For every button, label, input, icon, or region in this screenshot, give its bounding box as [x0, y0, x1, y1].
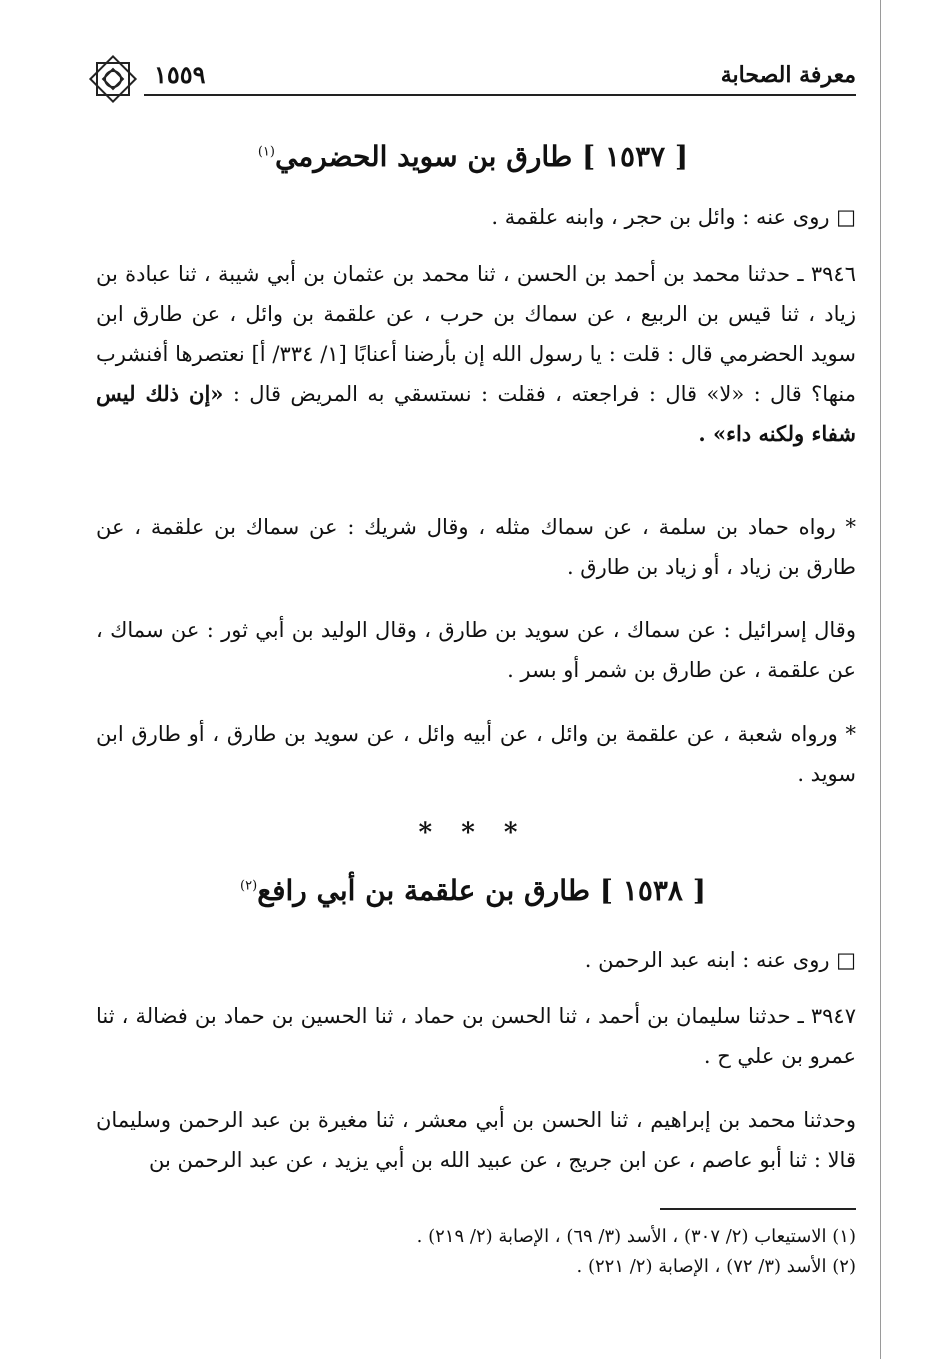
entry-heading-1537 [90, 140, 856, 173]
section-separator: * * * [418, 818, 528, 848]
page-header [88, 44, 856, 144]
hadith-text: ٣٩٤٦ ـ حدثنا محمد بن أحمد بن الحسن ، ثنا محمد بن عثمان بن أبي شيبة ، ثنا عبادة بن زياد ، ثنا قيس بن الربيع ، عن سماك بن حرب ، عن علقمة بن وائل ، عن طارق ابن سويد الحضرمي قال : قلت : يا رسول الله إن بأرضنا أعنابًا [١/ ٣٣٤/ أ] نعتصرها أفنشرب منها؟ قال : «لا» قال : فراجعته ، فقلت : نستسقي به المريض قال : [96, 262, 857, 406]
heading-text: [ ١٥٣٧ ] طارق بن سويد الحضرمي [274, 140, 689, 173]
hadith-3946 [96, 254, 856, 454]
heading-text: [ ١٥٣٨ ] طارق بن علقمة بن أبي رافع [257, 874, 706, 907]
hadith-3947: ٣٩٤٧ ـ حدثنا سليمان بن أحمد ، ثنا الحسن بن حماد ، ثنا الحسين بن حماد بن فضالة ، ثنا عمرو بن علي ح . [96, 1004, 856, 1068]
narrators-line: □ روى عنه : ابنه عبد الرحمن . [584, 948, 856, 972]
commentary-note: وقال إسرائيل : عن سماك ، عن سويد بن طارق ، وقال الوليد بن أبي ثور : عن سماك ، عن علقمة ، عن طارق بن شمر أو بسر . [96, 618, 856, 682]
footnote: (١) الاستيعاب (٢/ ٣٠٧) ، الأسد (٣/ ٦٩) ، الإصابة (٢/ ٢١٩) . [416, 1226, 856, 1247]
commentary-note: * ورواه شعبة ، عن علقمة بن وائل ، عن أبيه وائل ، عن سويد بن طارق ، أو طارق ابن سويد . [96, 722, 856, 786]
star-ornament-icon [84, 50, 142, 108]
page-number: ١٥٥٩ [154, 60, 206, 89]
footnote-ref: (١) [257, 144, 275, 160]
entry-heading-1538 [90, 874, 856, 907]
continuation-paragraph: وحدثنا محمد بن إبراهيم ، ثنا الحسن بن أبي معشر ، ثنا مغيرة بن عبد الرحمن وسليمان قالا : ثنا أبو عاصم ، عن ابن جريج ، عن عبيد الله بن أبي يزيد ، عن عبد الرحمن بن [96, 1108, 856, 1172]
running-title: معرفة الصحابة [720, 62, 856, 88]
commentary-note: * رواه حماد بن سلمة ، عن سماك مثله ، وقال شريك : عن سماك بن علقمة ، عن طارق بن زياد ، أو زياد بن طارق . [96, 515, 856, 579]
narrators-line: □ روى عنه : وائل بن حجر ، وابنه علقمة . [491, 205, 856, 229]
page-edge-line [880, 0, 881, 1359]
footnote-ref: (٢) [240, 878, 258, 894]
prophetic-quote: «إن ذلك ليس شفاء ولكنه داء» . [96, 381, 856, 446]
header-rule [144, 94, 856, 96]
footnote-rule [660, 1208, 856, 1210]
footnote: (٢) الأسد (٣/ ٧٢) ، الإصابة (٢/ ٢٢١) . [576, 1256, 856, 1277]
